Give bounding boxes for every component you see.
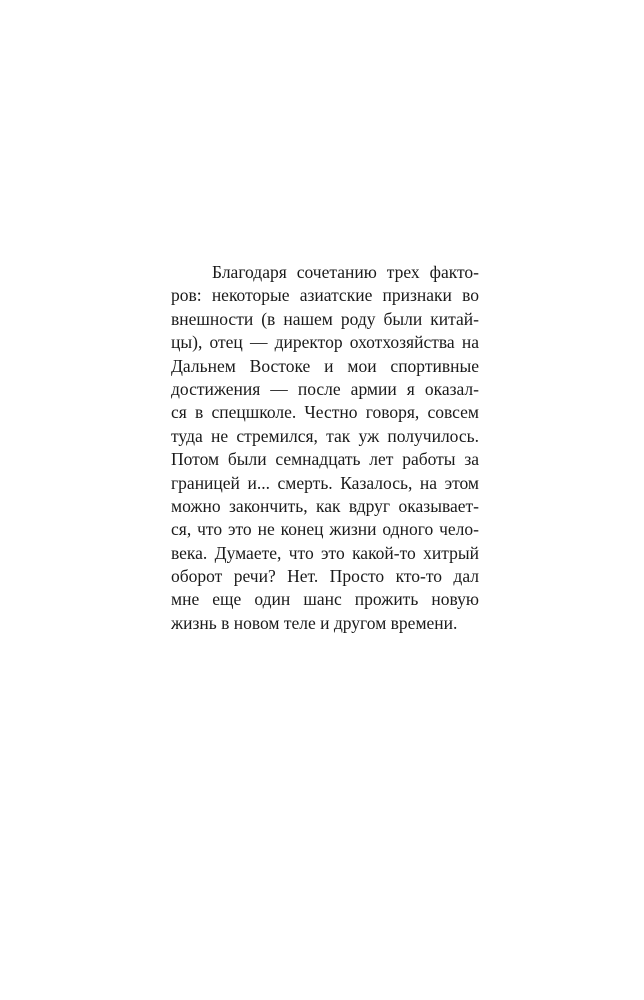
paragraph-line: ся в спецшколе. Честно говоря, совсем [171,402,479,423]
paragraph-line: цы), отец — директор охотхозяйства на [171,332,479,353]
paragraph-line: достижения — после армии я оказал- [171,378,479,399]
paragraph-line: мне еще один шанс прожить новую [171,589,479,610]
paragraph-line: века. Думаете, что это какой-то хитрый [171,542,479,563]
paragraph-line: ся, что это не конец жизни одного чело- [171,519,479,540]
paragraph-line: внешности (в нашем роду были китай- [171,308,479,329]
paragraph-line: можно закончить, как вдруг оказывает- [171,495,479,516]
paragraph-line: жизнь в новом теле и другом времени. [171,612,458,633]
paragraph-line: Дальнем Востоке и мои спортивные [171,355,479,376]
paragraph-line: оборот речи? Нет. Просто кто-то дал [171,566,479,587]
paragraph-line: границей и... смерть. Казалось, на этом [171,472,479,493]
paragraph-line: ров: некоторые азиатские признаки во [171,285,479,306]
paragraph-line: Потом были семнадцать лет работы за [171,449,479,470]
paragraph-line: Благодаря сочетанию трех факто- [212,262,479,282]
paragraph-line: туда не стремился, так уж получилось. [171,425,479,446]
body-paragraph [171,261,479,635]
